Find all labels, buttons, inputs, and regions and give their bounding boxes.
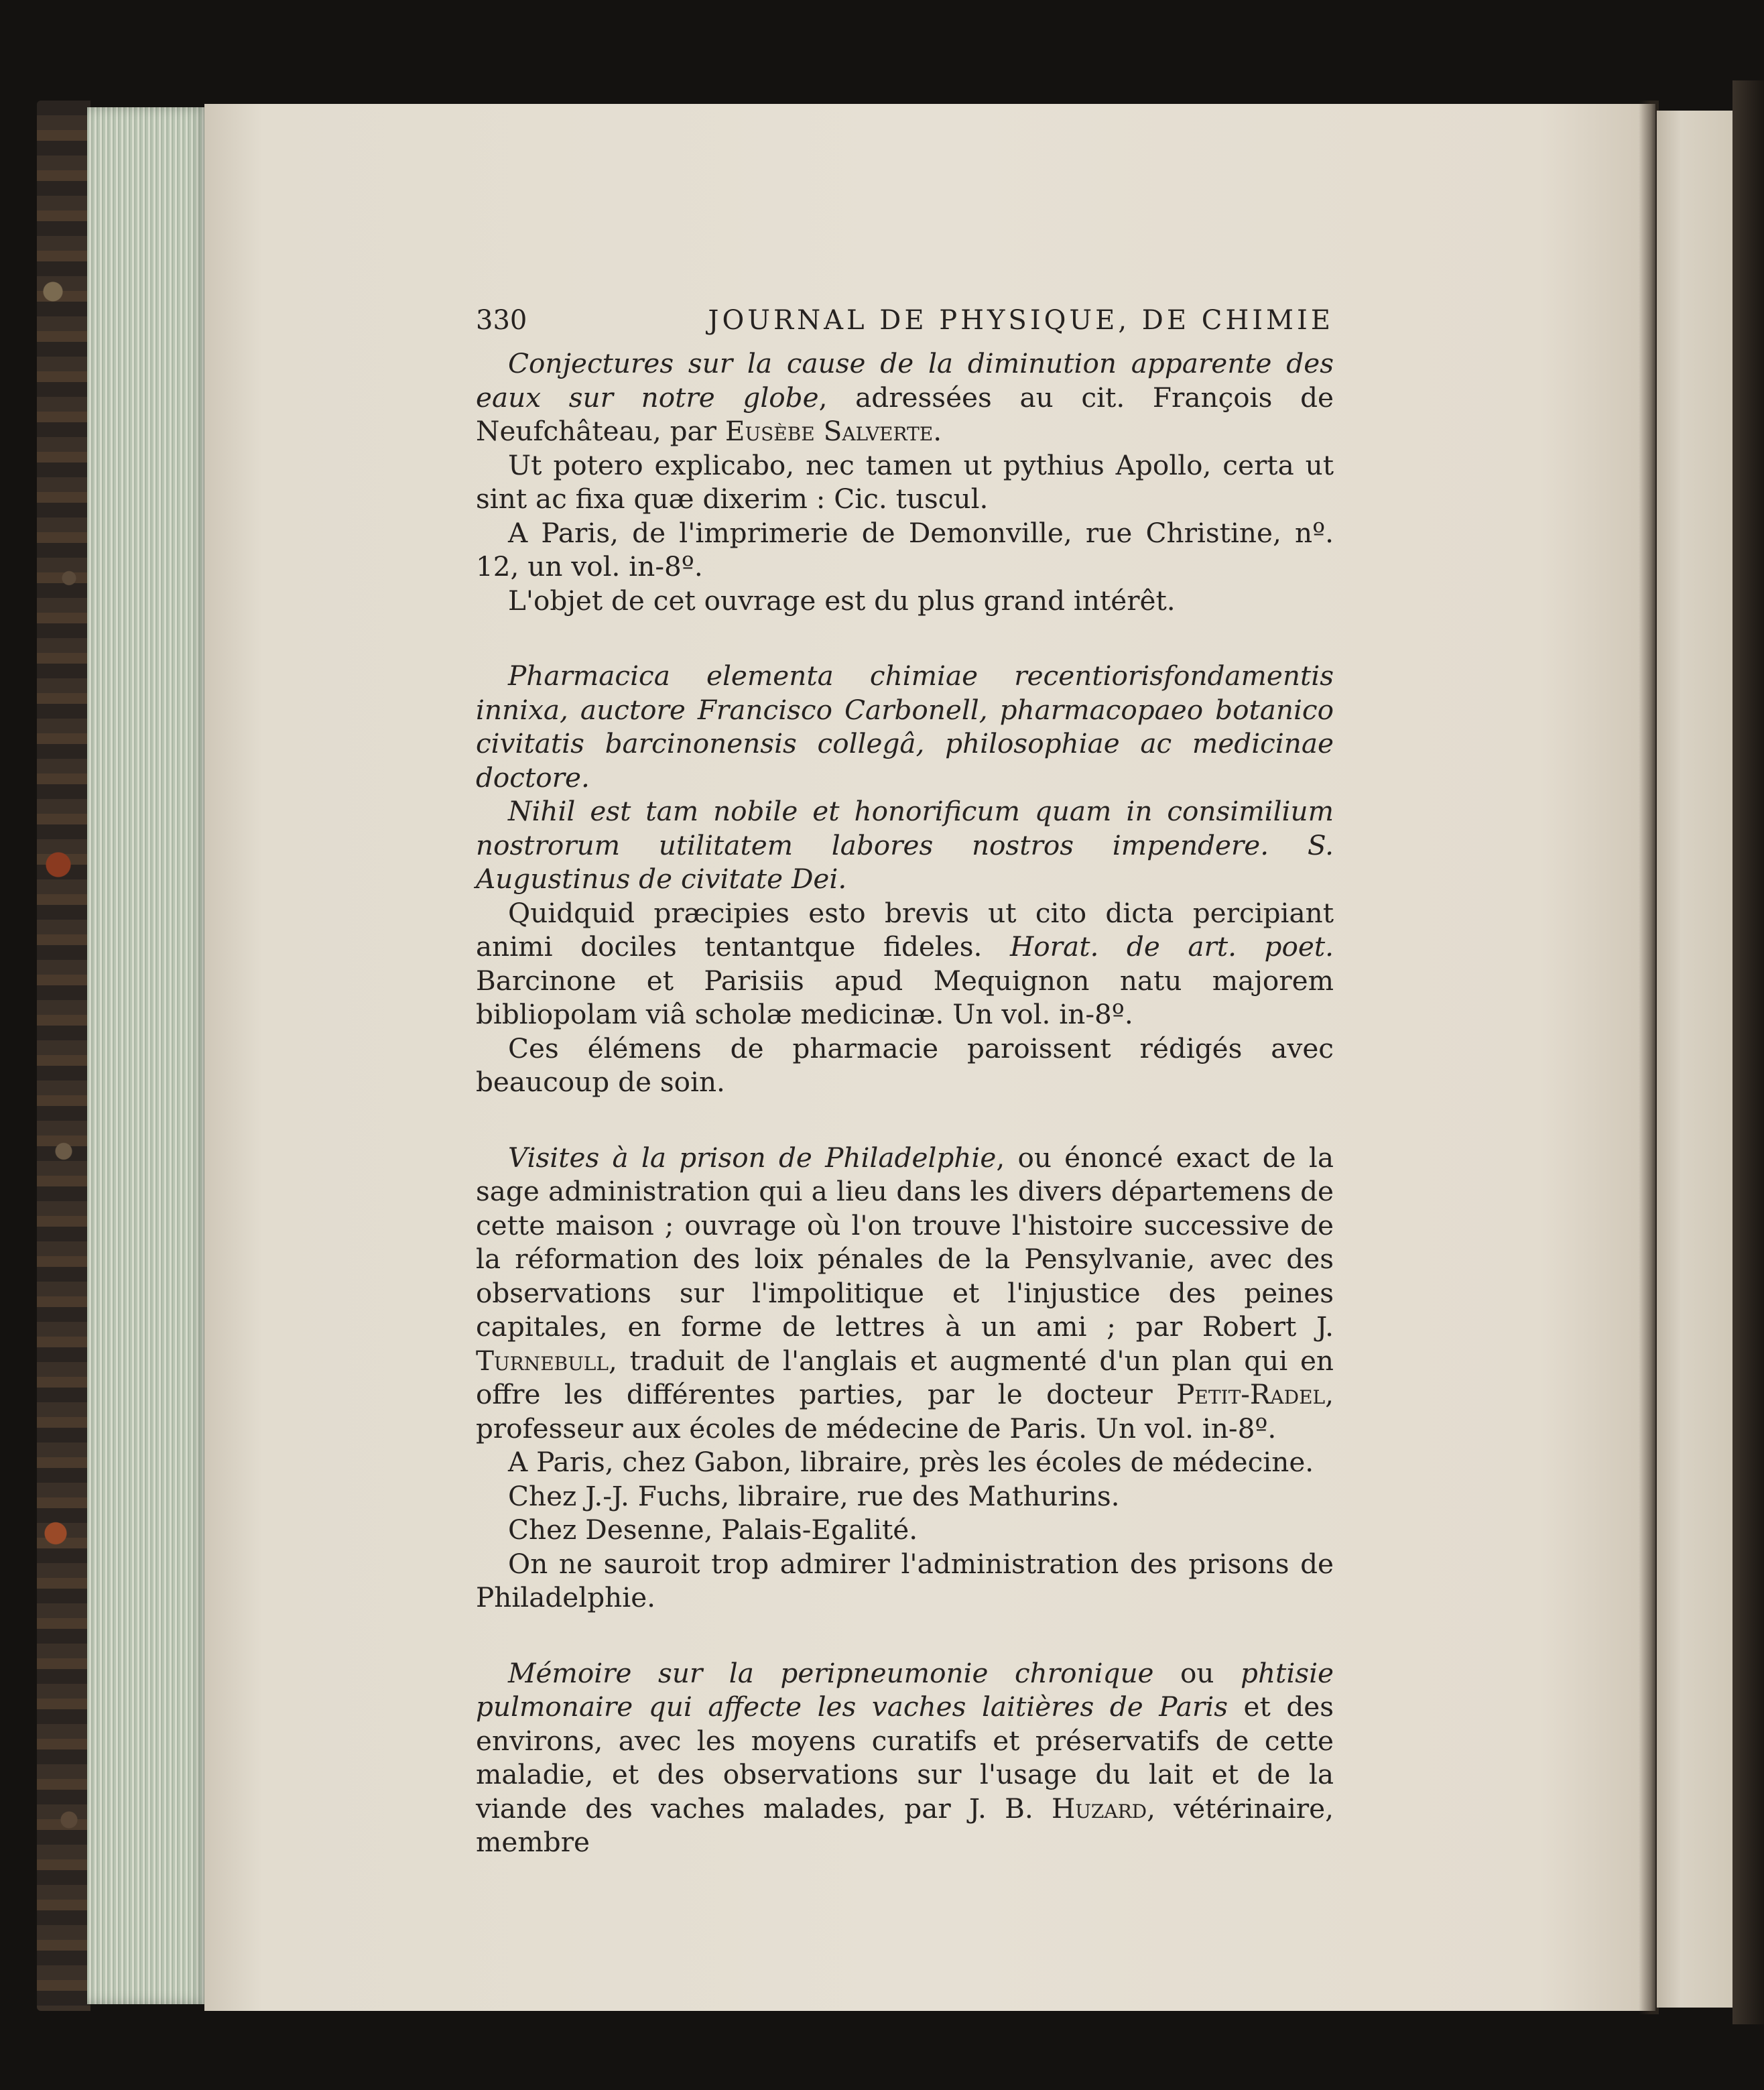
- page-header: [476, 305, 1334, 340]
- entry-author: Huzard: [1051, 1792, 1147, 1825]
- entry-heading: [476, 1656, 1334, 1859]
- entry-heading: [476, 1141, 1334, 1446]
- entry-memoire: [476, 1656, 1334, 1859]
- entry-title-rest: , adressées au cit. François de Neufchâteau, par: [476, 381, 1334, 447]
- book-gutter: [1639, 101, 1659, 2014]
- entry-title: Mémoire sur la peripneumonie chronique: [508, 1656, 1154, 1689]
- entry-heading: [476, 347, 1334, 448]
- entry-imprint-text: Barcinone et Parisiis apud Mequignon natu majorem bibliopolam viâ scholæ medicinæ. Un vol. in-8º.: [476, 964, 1334, 1030]
- entry-title: Conjectures sur la cause de la diminution apparente des eaux sur notre globe: [476, 347, 1334, 414]
- entry-text: , professeur aux écoles de médecine de Paris. Un vol. in-8º.: [476, 1378, 1334, 1444]
- page-number: 330: [476, 305, 527, 336]
- entry-text: , traduit de l'anglais et augmenté d'un plan qui en offre les différentes parties, par le docteur: [476, 1344, 1334, 1410]
- entry-review: Ces élémens de pharmacie paroissent rédigés avec beaucoup de soin.: [476, 1032, 1334, 1098]
- next-page-edge: [1657, 111, 1737, 2008]
- entry-imprint: [476, 896, 1334, 1032]
- entry-conjectures: [476, 347, 1334, 617]
- entry-text: , ou énoncé exact de la sage administration qui a lieu dans les divers départemens de cette maison ; ouvrage où l'on trouve l'histoire successive de la réformation des loix pénales de la Pensylvanie, avec des observations sur l'impolitique et l'injustice des peines capitales, en forme de lettres à un ami ; par Robert J.: [476, 1141, 1334, 1343]
- entry-quote-source: Horat. de art. poet.: [1009, 930, 1334, 963]
- entry-text: et des environs, avec les moyens curatifs et préservatifs de cette maladie, et des observations sur l'usage du lait et de la viande des vaches malades, par J. B.: [476, 1691, 1334, 1825]
- entry-visites: [476, 1141, 1334, 1615]
- entry-quote: Quidquid præcipies esto brevis ut cito dicta percipiant animi dociles tentantque fideles.: [476, 896, 1334, 963]
- entry-epigraph: Nihil est tam nobile et honorificum quam in consimilium nostrorum utilitatem labores nostros impendere. S. Augustinus de civitate Dei.: [476, 795, 1334, 895]
- entry-seller: Chez J.-J. Fuchs, libraire, rue des Mathurins.: [508, 1479, 1120, 1512]
- entry-author: Eusèbe Salverte.: [724, 415, 942, 447]
- page-edges: [87, 107, 208, 2004]
- entry-seller: Chez Desenne, Palais-Egalité.: [508, 1514, 918, 1546]
- entry-seller: A Paris, chez Gabon, libraire, près les écoles de médecine.: [508, 1446, 1314, 1478]
- entry-title: Visites à la prison de Philadelphie: [508, 1141, 997, 1174]
- entry-text: , vétérinaire, membre: [476, 1792, 1334, 1858]
- entry-review: L'objet de cet ouvrage est du plus grand intérêt.: [508, 584, 1176, 617]
- book-cover-left: [37, 101, 90, 2011]
- book-cover-right: [1732, 80, 1764, 2024]
- page-text: [476, 305, 1334, 1901]
- entry-author: Turnebull: [476, 1344, 609, 1377]
- entry-pharmacica: [476, 659, 1334, 1099]
- entry-epigraph: Ut potero explicabo, nec tamen ut pythius Apollo, certa ut sint ac fixa quæ dixerim : Cic. tuscul.: [476, 448, 1334, 515]
- running-head: JOURNAL DE PHYSIQUE, DE CHIMIE: [708, 305, 1334, 336]
- entry-title: Pharmacica elementa chimiae recentiorisfondamentis innixa, auctore Francisco Carbonell, pharmacopaeo botanico civitatis barcinonensis collegâ, philosophiae ac medicinae doctore.: [476, 660, 1334, 794]
- entry-title-2: phtisie pulmonaire qui affecte les vaches laitières de Paris: [476, 1656, 1334, 1723]
- entry-text: ou: [1153, 1656, 1241, 1689]
- entry-imprint: A Paris, de l'imprimerie de Demonville, rue Christine, nº. 12, un vol. in-8º.: [476, 516, 1334, 582]
- entry-translator: Petit-Radel: [1176, 1378, 1326, 1410]
- entry-review: On ne sauroit trop admirer l'administration des prisons de Philadelphie.: [476, 1547, 1334, 1613]
